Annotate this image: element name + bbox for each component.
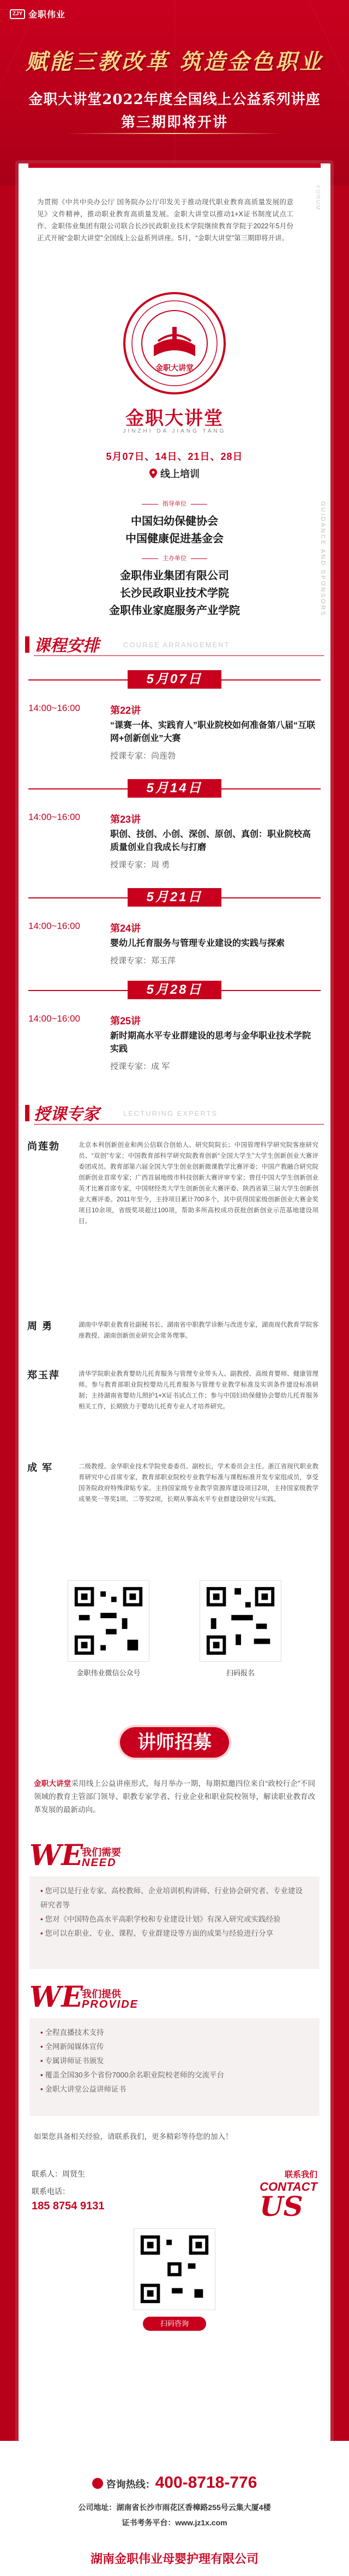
signup-qr-code-icon[interactable]: [200, 1580, 281, 1662]
session-item: [28, 921, 321, 981]
session-topic: “课赛一体、实践育人”职业院校如何准备第八届“互联网+创新创业”大赛: [110, 721, 316, 743]
expert-bio: 清华学院职业教育婴幼儿托育服务与管理专业带头人、副教授、高级育婴师、健康管理师。参与教育部职业院校婴幼儿托育服务与管理专业教学标准及实训条件建设标准研制；主持湖南省婴幼儿照护1+X证书试点工作；参与中国妇幼保健协会婴幼儿托育服务相关工作，长期致力于婴幼儿托育专业人才培养研究。: [79, 1371, 318, 1410]
date-ribbon: 5月14日: [128, 779, 221, 798]
date-ribbon: 5月21日: [128, 888, 221, 907]
brand-pinyin: JINZHI DA JIANG TANG: [123, 428, 226, 434]
expert-bio: 北京本利创新创业和两公信联合创始人、研究院院长；中国管理科学研究院客座研究员、“双创”专家；中国教育部科学研究院教育创新“全国大学生”大学生创新创业大赛评委团成员。教育部第六届全国大学生创业创新微课教学比赛评委；中国产教融合研究院创新创业首席专家；广西首届地级市科技创新大赛评审专家；曾任中国大学生创新创业英才比赛首席专家，中国财经类大学生创新创业大赛评委、陕西省第三届大学生创新创业大赛评委。2011年至今，主持项目累计700多个，其中获得国家级创新创业大赛金奖项目10余项，省级奖项超过100项，帮助多所高校成功获批创新创业示范基地建设项目。: [79, 1142, 318, 1225]
date-ribbon: 5月07日: [128, 670, 221, 689]
provide-item: • 全程直播技术支持: [40, 2026, 309, 2040]
recruit-intro: 金职大讲堂采用线上公益讲座形式，每月举办一期，每期拟邀四位来自“政校行企”不同领域的教育主管部门领导、职教专家学者、行业企业和职业院校领导，解读职业教育改革发展的最新动向。: [34, 1779, 316, 1814]
session-teacher: 授课专家：尚莲勃: [110, 751, 176, 761]
date-ribbon: 5月28日: [128, 981, 221, 999]
session-topic: 职创、技创、小创、深创、原创、真创：职业院校高质量创业自我成长与打磨: [110, 830, 311, 852]
need-item: • 您可以在职业、专业、课程、专业群建设等方面的成果与经验进行分享: [40, 1927, 309, 1941]
orgs-side-label: GUIDANCE AND SPONSORS: [320, 501, 326, 617]
provide-block: [29, 1980, 320, 2119]
provide-en: PROVIDE: [82, 1998, 139, 2010]
recruit-title: 讲师招募: [120, 1727, 229, 1758]
contact-phone-label: 联系电话：: [32, 2187, 70, 2196]
wechat-qr-code-icon[interactable]: [68, 1580, 149, 1662]
session-time: 14:00~16:00: [28, 1013, 81, 1024]
contact-us-big: US: [260, 2190, 303, 2222]
hotline: 咨询热线：400-8718-776: [0, 2474, 349, 2492]
training-mode-text: 线上培训: [160, 469, 200, 479]
host-org: 金职伟业家庭服务产业学院: [109, 605, 240, 617]
hero-slogan: 赋能三教改革 筑造金色职业: [26, 49, 323, 75]
guide-org: 中国妇幼保健协会: [131, 515, 218, 527]
expert-name: 郑玉萍: [27, 1370, 60, 1381]
company-logo: [10, 8, 65, 20]
expert-name: 尚莲勃: [27, 1141, 60, 1152]
guide-org: 中国健康促进基金会: [125, 533, 224, 545]
provide-item: • 全网新闻媒体宣传: [40, 2040, 309, 2054]
hero-banner: [0, 0, 349, 185]
session-number: 第22讲: [110, 705, 141, 716]
content-card: [19, 163, 330, 2441]
scan-consult-button[interactable]: 扫码咨询: [143, 2317, 206, 2331]
footer-company: 湖南金职伟业母婴护理有限公司: [90, 2552, 258, 2566]
session-teacher: 授课专家：周 勇: [110, 860, 170, 870]
session-item: [28, 703, 321, 763]
session-teacher: 授课专家：成 军: [110, 1062, 170, 1071]
expert-name: 成 军: [27, 1462, 53, 1473]
session-number: 第23讲: [110, 814, 141, 825]
brand-name: 金职大讲堂: [125, 408, 224, 429]
session-number: 第24讲: [110, 923, 141, 934]
need-block: [29, 1839, 320, 1972]
cert-site[interactable]: 证书考务平台：www.jz1x.com: [122, 2518, 227, 2527]
intro-paragraph: 为贯彻《中共中央办公厅 国务院办公厅印发关于推动现代职业教育高质量发展的意见》文件精神，推动职业教育高质量发展。金职大讲堂以推动1+X证书制度试点工作、金职伟业集团有限公司联合长沙民政职业技术学院继续教育学院于2022年5月份正式开展“金职大讲堂”全国线上公益系列讲座。5月，“金职大讲堂”第三期即将开讲。: [37, 198, 293, 242]
session-item: [28, 812, 321, 872]
experts-title-en: LECTURING EXPERTS: [123, 1109, 218, 1117]
logo-icon: ZJY: [10, 9, 25, 19]
session-topic: 新时期高水平专业群建设的思考与金华职业技术学院实践: [110, 1031, 311, 1054]
location-pin-icon: [149, 469, 157, 478]
course-section-header: [25, 632, 324, 656]
provide-list: [29, 2018, 320, 2116]
contact-us-cn: 联系我们: [284, 2170, 317, 2179]
vertical-tag: FORUM: [315, 185, 321, 211]
experts-section-header: [25, 1101, 324, 1125]
session-time: 14:00~16:00: [28, 812, 81, 822]
we-heading: WE: [29, 1839, 83, 1872]
logo-text: 金职伟业: [28, 10, 66, 20]
session-item: [28, 1013, 321, 1073]
need-cn: 我们需要: [82, 1847, 121, 1858]
session-topic: 婴幼儿托育服务与管理专业建设的实践与探索: [110, 939, 285, 948]
need-list: [29, 1876, 320, 1969]
wechat-qr-label: 金职伟业微信公众号: [76, 1669, 141, 1677]
course-title: 课程安排: [34, 636, 99, 655]
need-item: • 您可以是行业专家、高校教师、企业培训机构讲师、行业协会研究者、专业建设研究者等: [40, 1884, 309, 1912]
provide-item: • 金职大讲堂公益讲师证书: [40, 2082, 309, 2097]
signup-qr-label: 扫码报名: [226, 1669, 255, 1677]
course-title-en: COURSE ARRANGEMENT: [123, 641, 230, 649]
contact-us-en: CONTACT: [260, 2180, 317, 2194]
provide-item: • 覆盖全国30多个省份7000余名职业院校老师的交流平台: [40, 2068, 309, 2082]
phone-icon: [92, 2478, 103, 2489]
contact-phone[interactable]: 185 8754 9131: [32, 2200, 105, 2212]
session-number: 第25讲: [110, 1016, 141, 1026]
contact-us-block: [260, 2168, 317, 2222]
contact-person: 联系人：周贤生: [32, 2170, 85, 2178]
hero-divider: [65, 133, 284, 134]
experts-title: 授课专家: [34, 1105, 99, 1124]
session-time: 14:00~16:00: [28, 703, 81, 713]
brand-emblem-icon: [120, 289, 229, 398]
footer: [0, 2441, 349, 2576]
recruit-closing: 如果您具备相关经验，请联系我们，更多精彩等待您的加入！: [34, 2133, 233, 2141]
host-label: 主办单位: [19, 554, 330, 562]
expert-name: 周 勇: [27, 1321, 53, 1332]
company-address: 公司地址：湖南省长沙市雨花区香樟路255号云集大厦4楼: [78, 2503, 271, 2512]
session-time: 14:00~16:00: [28, 921, 81, 931]
schedule-dates: 5月07日、14日、21日、28日: [106, 451, 243, 462]
we-heading: WE: [29, 1980, 83, 2014]
guide-label: 指导单位: [19, 499, 330, 508]
hero-subtitle-2: 第三期即将开讲: [121, 114, 228, 131]
expert-bio: 湖南中华职业教育社副秘书长、湖南省中职教学诊断与改进专家，湖南现代教育学院客座教授、湖南创新创业研究会常务理事。: [79, 1322, 318, 1339]
provide-cn: 我们提供: [82, 1989, 121, 2000]
emblem-text: 金职大讲堂: [155, 364, 194, 373]
host-org: 金职伟业集团有限公司: [120, 570, 229, 582]
need-item: • 您对《中国特色高水平高职学校和专业建设计划》有深入研究或实践经验: [40, 1912, 309, 1927]
hero-subtitle: 金职大讲堂2022年度全国线上公益系列讲座: [28, 92, 321, 108]
card-top-bar: [28, 163, 321, 168]
training-mode: [19, 466, 330, 481]
need-en: NEED: [82, 1857, 117, 1869]
provide-item: • 专属讲师证书颁发: [40, 2054, 309, 2068]
contact-qr-code-icon[interactable]: [134, 2228, 215, 2310]
session-teacher: 授课专家：郑玉萍: [110, 956, 176, 965]
host-org: 长沙民政职业技术学院: [120, 587, 229, 599]
expert-bio: 二级教授、金华职业技术学院党委委员、副校长，学术委员会主任。浙江省现代职业教育研究中心首席专家，教育部职业院校专业教学标准与课程标准开发专家组成员，享受国务院政府特殊津贴专家。主持国家级专业教学资源库建设项目2项，主持国家级教学成果奖一等奖1项、二等奖2项，长期从事高水平专业群建设研究与实践。: [79, 1463, 318, 1503]
